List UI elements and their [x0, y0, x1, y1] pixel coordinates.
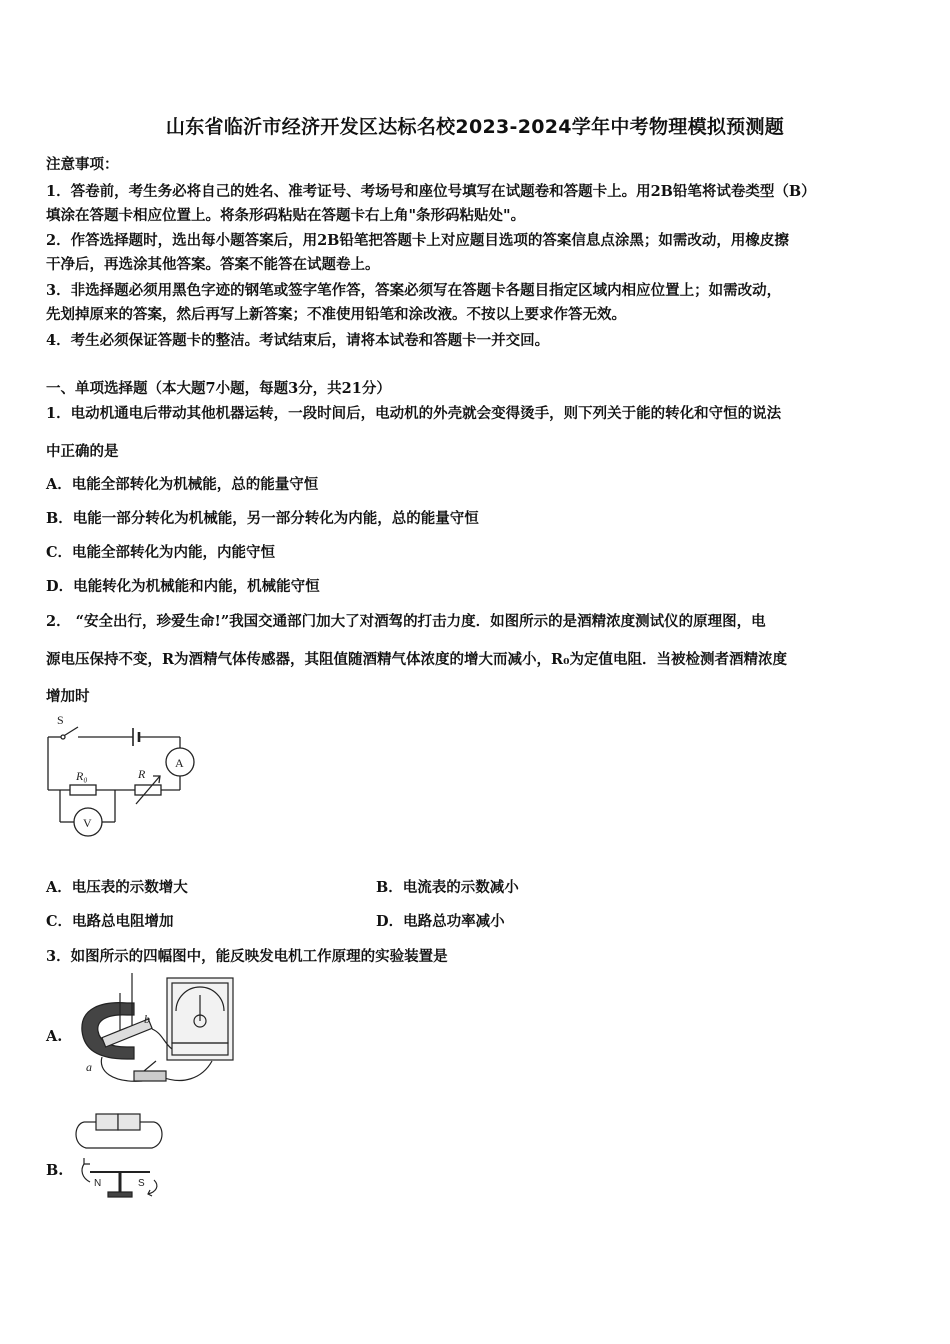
q2-option-a: A．电压表的示数增大: [46, 879, 188, 896]
page-title: 山东省临沂市经济开发区达标名校2023-2024学年中考物理模拟预测题: [165, 116, 785, 138]
q1-stem: 1．电动机通电后带动其他机器运转，一段时间后，电动机的外壳就会变得烫手，则下列关于能的转化和守恒的说法: [46, 405, 782, 422]
notice-line: 先划掉原来的答案，然后再写上新答案；不准使用铅笔和涂改液。不按以上要求作答无效。: [46, 306, 626, 323]
notice-line: 3．非选择题必须用黑色字迹的钢笔或签字笔作答，答案必须写在答题卡各题目指定区域内相应位置上；如需改动，: [46, 282, 782, 299]
voltmeter-label: V: [83, 816, 92, 830]
section-heading: 一、单项选择题（本大题7小题，每题3分，共21分）: [46, 380, 391, 397]
q2-stem-cont: 源电压保持不变，R为酒精气体传感器，其阻值随酒精气体浓度的增大而减小，R₀为定值电阻．当被检测者酒精浓度: [46, 651, 787, 668]
q1-option-a: A．电能全部转化为机械能，总的能量守恒: [46, 476, 319, 493]
q2-stem-cont2: 增加时: [46, 688, 90, 705]
fig-b-label-s: S: [138, 1178, 145, 1189]
notice-line: 4．考生必须保证答题卡的整洁。考试结束后，请将本试卷和答题卡一并交回。: [46, 332, 550, 349]
fig-b-label-n: N: [94, 1178, 102, 1189]
notice-heading: 注意事项：: [46, 156, 119, 173]
q2-circuit-diagram: [40, 712, 210, 842]
notice-line: 干净后，再选涂其他答案。答案不能答在试题卷上。: [46, 256, 380, 273]
fig-a-label-b: b: [144, 1012, 150, 1026]
q3-figure-a-magnet-galvanometer: [72, 973, 240, 1093]
fig-a-label-a: a: [86, 1060, 92, 1074]
q1-option-c: C．电能全部转化为内能，内能守恒: [46, 544, 276, 561]
r0-label: R₀: [76, 769, 88, 783]
q2-stem: 2． “安全出行，珍爱生命!”我国交通部门加大了对酒驾的打击力度．如图所示的是酒精浓度测试仪的原理图，电: [46, 613, 766, 630]
switch-label: S: [57, 713, 64, 727]
notice-line: 2．作答选择题时，选出每小题答案后，用2B铅笔把答题卡上对应题目选项的答案信息点涂黑；如需改动，用橡皮擦: [46, 232, 789, 249]
notice-line: 填涂在答题卡相应位置上。将条形码粘贴在答题卡右上角"条形码粘贴处"。: [46, 207, 526, 224]
q2-option-b: B．电流表的示数减小: [376, 879, 519, 896]
q3-option-b-label: B.: [46, 1162, 64, 1179]
q1-stem-cont: 中正确的是: [46, 443, 119, 460]
notice-line: 1．答卷前，考生务必将自己的姓名、准考证号、考场号和座位号填写在试题卷和答题卡上。用2B铅笔将试卷类型（B）: [46, 183, 816, 200]
q3-stem: 3．如图所示的四幅图中，能反映发电机工作原理的实验装置是: [46, 948, 448, 965]
q1-option-b: B．电能一部分转化为机械能，另一部分转化为内能，总的能量守恒: [46, 510, 479, 527]
ammeter-label: A: [175, 756, 184, 770]
q1-option-d: D．电能转化为机械能和内能，机械能守恒: [46, 578, 320, 595]
q2-option-d: D．电路总功率减小: [376, 913, 505, 930]
r-label: R: [138, 767, 146, 781]
q3-option-a-label: A.: [46, 1028, 63, 1045]
q3-figure-b-oersted: [72, 1106, 168, 1210]
q2-option-c: C．电路总电阻增加: [46, 913, 174, 930]
